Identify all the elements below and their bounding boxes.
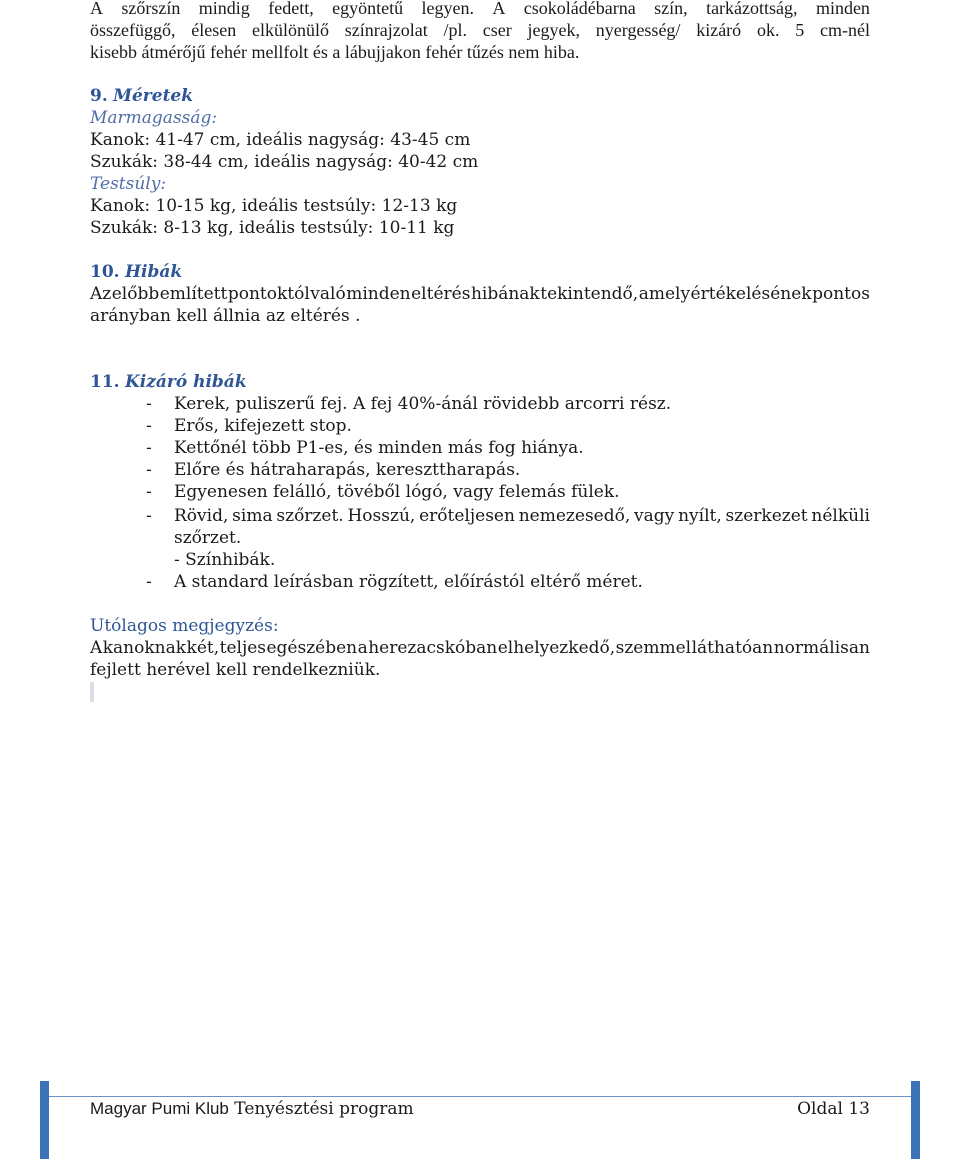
word: tarkázottság, [706, 0, 798, 18]
word: mindig [198, 0, 250, 18]
word: pontos [812, 284, 870, 304]
word: A [90, 638, 103, 658]
list-item: A standard leírásban rögzített, előírástól eltérő méret. [174, 572, 643, 592]
intro-line-1 [90, 0, 870, 19]
list-dash: - [146, 572, 152, 592]
note-line-2: fejlett herével kell rendelkezniük. [90, 660, 381, 680]
word: szerkezet [725, 506, 808, 526]
height-females: Szukák: 38-44 cm, ideális nagyság: 40-42 cm [90, 152, 479, 172]
word: elkülönülő [252, 20, 329, 40]
section-10-title: Hibák [124, 262, 183, 282]
height-males: Kanok: 41-47 cm, ideális nagyság: 43-45 cm [90, 130, 471, 150]
list-item: Kettőnél több P1-es, és minden más fog hiánya. [174, 438, 584, 458]
list-item-color-fault: - Színhibák. [174, 550, 276, 570]
word: amely [638, 284, 691, 304]
word: láthatóan [691, 638, 774, 658]
word: /pl. [443, 20, 468, 40]
footer-program: Tenyésztési program [228, 1099, 414, 1119]
word: összefüggő, [90, 20, 176, 40]
word: pontoktól [227, 284, 310, 304]
word: 5 [795, 20, 805, 40]
word: nyílt, [678, 506, 722, 526]
word: minden [815, 0, 870, 18]
word: szemmel [615, 638, 692, 658]
word: értékelésének [690, 284, 812, 304]
list-dash: - [146, 438, 152, 458]
footer-title [90, 1098, 414, 1120]
word: való [310, 284, 346, 304]
word: erőteljesen [419, 506, 515, 526]
word: minden [346, 284, 411, 304]
word: a [357, 638, 368, 658]
word: elhelyezkedő, [497, 638, 616, 658]
section-9-number: 9. [90, 86, 108, 106]
word: Hosszú, [347, 506, 416, 526]
weight-males: Kanok: 10-15 kg, ideális testsúly: 12-13 kg [90, 196, 458, 216]
page-footer [90, 1098, 870, 1120]
word: teljes [219, 638, 266, 658]
word: herezacskóban [368, 638, 498, 658]
word: két, [186, 638, 220, 658]
footer-right-bar [911, 1081, 920, 1159]
word: normálisan [773, 638, 870, 658]
text-cursor [90, 682, 94, 702]
word: nélküli [811, 506, 870, 526]
word: kizáró [696, 20, 742, 40]
word: nyergesség/ [595, 20, 681, 40]
word: eltérés [411, 284, 471, 304]
word: említett [159, 284, 228, 304]
section-10-heading [90, 261, 182, 283]
word: ok. [756, 20, 780, 40]
word: legyen. [421, 0, 474, 18]
word: Az [90, 284, 112, 304]
list-dash: - [146, 416, 152, 436]
word: nemezesedő, [518, 506, 631, 526]
section-10-line-2: arányban kell állnia az eltérés . [90, 306, 361, 326]
section-9-heading [90, 85, 193, 107]
word: csokoládébarna [523, 0, 636, 18]
footer-left-bar [40, 1081, 49, 1159]
list-item: Erős, kifejezett stop. [174, 416, 352, 436]
page-number: Oldal 13 [797, 1099, 870, 1119]
word: egyöntetű [332, 0, 404, 18]
footer-club-name: Magyar Pumi Klub [90, 1099, 229, 1118]
word: A [90, 0, 103, 18]
section-11-title: Kizáró hibák [124, 372, 247, 392]
list-dash: - [146, 506, 152, 526]
list-dash: - [146, 460, 152, 480]
word: előbb [111, 284, 160, 304]
word: hibának [470, 284, 540, 304]
word: vagy [634, 506, 675, 526]
list-dash: - [146, 482, 152, 502]
word: szőrszín [121, 0, 181, 18]
list-item-coat [174, 505, 870, 527]
intro-line-2 [90, 19, 870, 41]
word: A [492, 0, 506, 18]
word: Rövid, [174, 506, 229, 526]
weight-females: Szukák: 8-13 kg, ideális testsúly: 10-11 kg [90, 218, 455, 238]
list-item-coat-continued: szőrzet. [174, 528, 242, 548]
list-item: Egyenesen felálló, tövéből lógó, vagy felemás fülek. [174, 482, 620, 502]
section-9-title: Méretek [113, 86, 194, 106]
word: egészében [266, 638, 358, 658]
word: cm-nél [819, 20, 870, 40]
section-10-line-1 [90, 283, 870, 305]
word: tekintendő, [540, 284, 639, 304]
word: élesen [191, 20, 237, 40]
word: cser [482, 20, 512, 40]
word: színrajzolat [344, 20, 428, 40]
word: kanoknak [102, 638, 187, 658]
section-11-number: 11. [90, 372, 120, 392]
height-label: Marmagasság: [90, 108, 218, 128]
word: szín, [654, 0, 688, 18]
note-label: Utólagos megjegyzés: [90, 616, 279, 636]
word: fedett, [268, 0, 314, 18]
word: jegyek, [527, 20, 581, 40]
note-line-1 [90, 637, 870, 659]
footer-divider [40, 1096, 920, 1097]
weight-label: Testsúly: [90, 174, 167, 194]
list-dash: - [146, 394, 152, 414]
section-10-number: 10. [90, 262, 120, 282]
section-11-heading [90, 371, 247, 393]
word: szőrzet. [276, 506, 344, 526]
intro-line-3: kisebb átmérőjű fehér mellfolt és a lábujjakon fehér tűzés nem hiba. [90, 42, 580, 62]
list-item: Előre és hátraharapás, kereszttharapás. [174, 460, 521, 480]
word: sima [232, 506, 273, 526]
list-item: Kerek, puliszerű fej. A fej 40%-ánál rövidebb arcorri rész. [174, 394, 672, 414]
